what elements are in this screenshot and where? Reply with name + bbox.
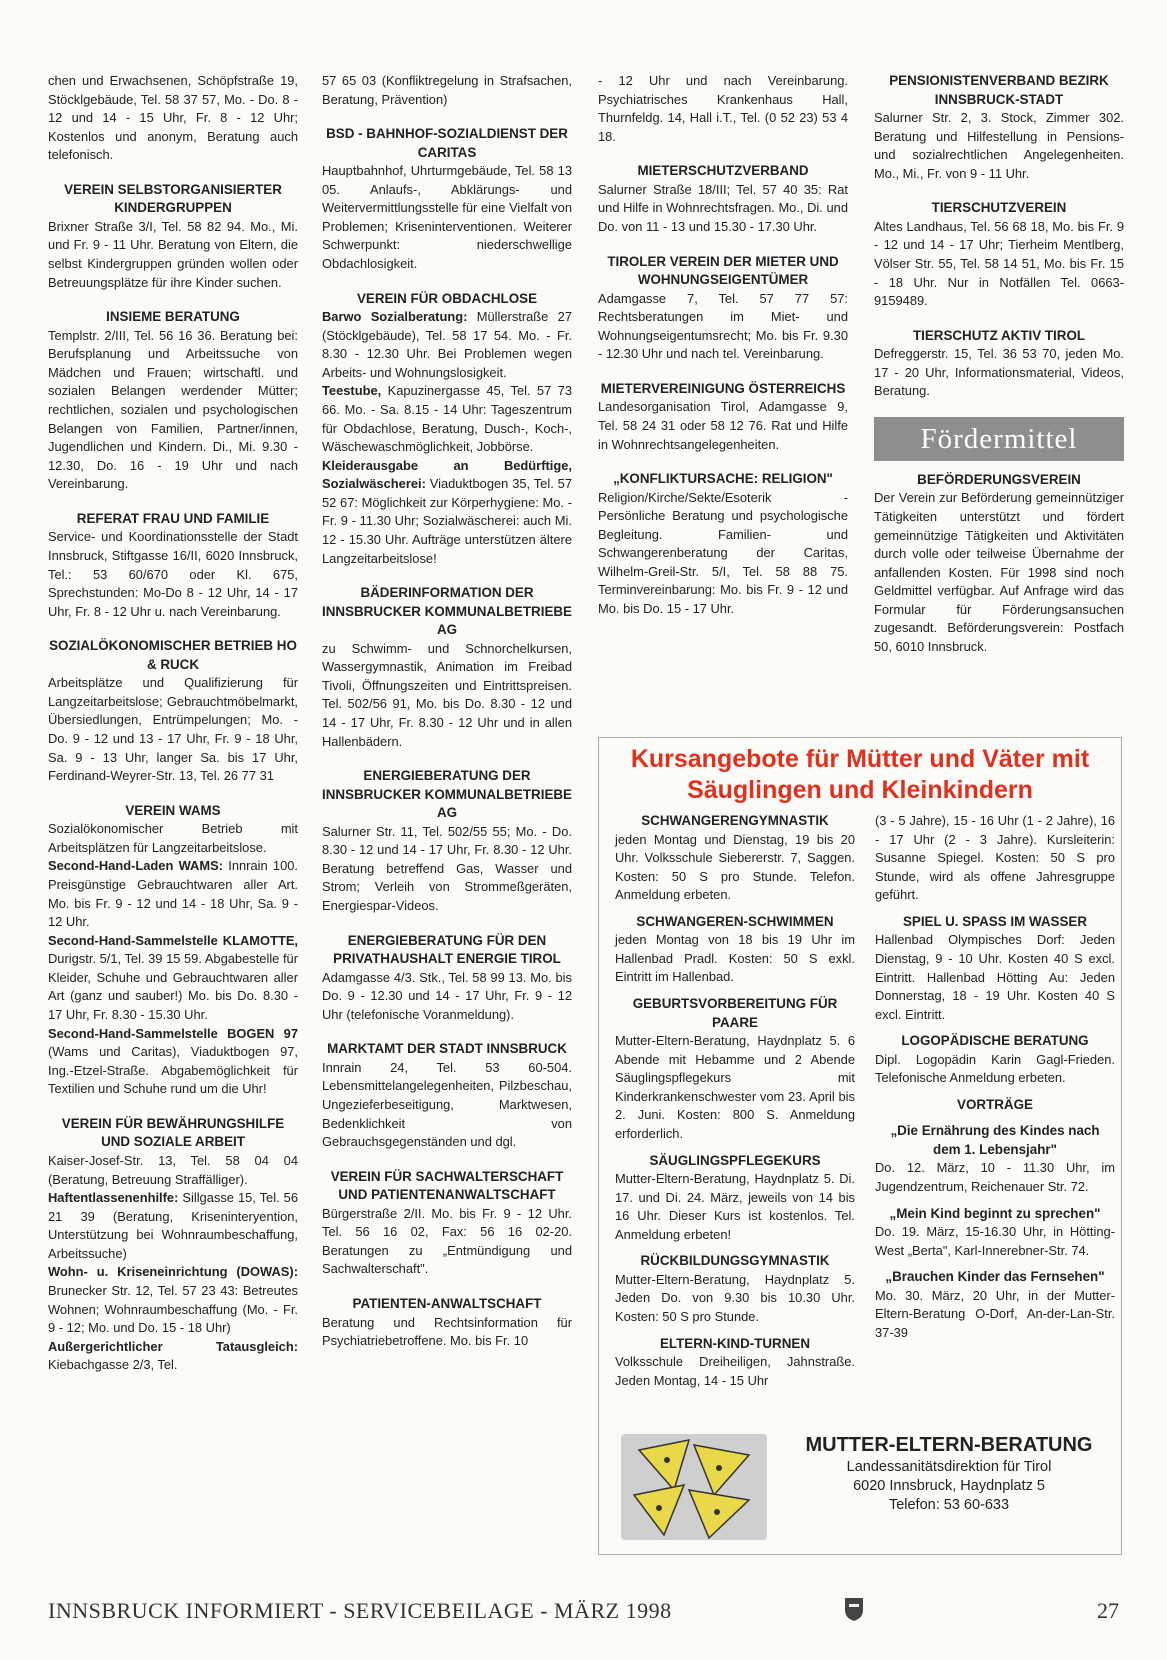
- subsection-text: Viaduktbogen 35, Tel. 57 52 67: Möglichkeit zur Körperhygiene: Mo. - Fr. 9 - 11.30 Uhr; Sozialwäscherei: auch Mi. 12 - 15.30 Uhr. Aufträge unterstützen ältere Langzeitarbeitslose!: [322, 476, 572, 566]
- entry-subsection: [322, 382, 572, 456]
- entry-heading: SOZIALÖKONOMISCHER BETRIEB HO & RUCK: [49, 638, 297, 672]
- entry-text: Der Verein zur Beförderung gemeinnütziger Tätigkeiten unterstützt und fördert gemeinnützige Tätigkeiten und Aktivitäten durch volle oder teilweise Übernahme der anfallenden Kosten. Für 1998 sind noch Geldmittel verfügbar. Auf Anfrage wird das Formular für Förderungsansuchen zugesandt. Beförderungsverein: Postfach 50, 6010 Innsbruck.: [874, 490, 1124, 655]
- entry-heading: VEREIN FÜR OBDACHLOSE: [356, 290, 538, 306]
- entry-text: Beratung und Rechtsinformation für Psychiatriebetroffene. Mo. bis Fr. 10: [322, 1314, 572, 1349]
- entry-text: Salurner Str. 11, Tel. 502/55 55; Mo. - Do. 8.30 - 12 und 14 - 17 Uhr, Fr. 8.30 - 12 Uhr. Beratung betreffend Gas, Wasser und Strom; Verleih von Strommeßgeräten, Energiespar-Videos.: [322, 823, 572, 913]
- entry-text: Religion/Kirche/Sekte/Esoterik - Persönliche Beratung und psychologische Begleitung. Familien- und Schwangerenberatung der Caritas, Wilhelm-Greil-Str. 5/I, Tel. 58 88 75. Terminvereinbarung: Mo. bis Fr. 9 - 12 und Mo. bis Do. 15 - 17 Uhr.: [598, 489, 848, 617]
- entry: [598, 470, 848, 619]
- entry-heading: ELTERN-KIND-TURNEN: [659, 1335, 810, 1351]
- entry-heading: „KONFLIKTURSACHE: RELIGION": [613, 471, 833, 487]
- entry: [598, 253, 848, 364]
- entry-heading: MIETERVEREINIGUNG ÖSTERREICHS: [600, 380, 846, 396]
- entry-text: Dipl. Logopädin Karin Gagl-Frieden. Telefonische Anmeldung erbeten.: [875, 1051, 1115, 1086]
- entry-text: Mo. 30. März, 20 Uhr, in der Mutter-Eltern-Beratung O-Dorf, An-der-Lan-Str. 37-39: [875, 1287, 1115, 1340]
- entry: [48, 802, 298, 1099]
- subsection-text: Brunecker Str. 12, Tel. 57 23 43: Betreutes Wohnen; Wohnraumbeschaffung (Mo. - Fr. 9 - 12; Mo. und Do. 15 - 18 Uhr): [48, 1282, 298, 1336]
- entry: [875, 1096, 1115, 1115]
- entry-text: Altes Landhaus, Tel. 56 68 18, Mo. bis Fr. 9 - 12 und 14 - 17 Uhr; Tierheim Mentlberg, Völser Str. 55, Tel. 58 14 51, Mo. bis Fr. 15 - 18 Uhr. Nur in Notfällen Tel. 0663-9159489.: [874, 218, 1124, 309]
- entry: [615, 1252, 855, 1326]
- column-3: [598, 72, 848, 635]
- entry-text: chen und Erwachsenen, Schöpfstraße 19, Stöcklgebäude, Tel. 58 37 57, Mo. - Do. 8 - 12 und 14 - 15 Uhr, Fr. 8 - 12 Uhr; Kostenlos und anonym, Beratung auch telefonisch.: [48, 73, 298, 163]
- entry-heading: VEREIN WAMS: [125, 802, 221, 818]
- entry-heading: SPIEL U. SPASS IM WASSER: [902, 913, 1088, 929]
- entry-text: jeden Montag von 18 bis 19 Uhr im Hallenbad Pradl. Kosten: 50 S exkl. Eintritt im Hallenbad.: [615, 932, 855, 985]
- entry: [48, 637, 298, 785]
- entry-heading: REFERAT FRAU UND FAMILIE: [76, 510, 270, 526]
- column-2: [322, 72, 572, 1367]
- entry: [615, 812, 855, 905]
- subsection-text: (Wams und Caritas), Viaduktbogen 97, Ing.-Etzel-Straße. Abgabemöglichkeit für Textilien und Schuhe rund um die Uhr!: [48, 1044, 298, 1097]
- page-number: 27: [1097, 1598, 1119, 1623]
- subsection-title: Teestube,: [322, 383, 382, 399]
- entry: [875, 812, 1115, 905]
- entry-text: Landesorganisation Tirol, Adamgasse 9, Tel. 58 24 31 oder 58 12 76. Rat und Hilfe in Wohnrechtsangelegenheiten.: [598, 399, 848, 452]
- entry: [322, 1295, 572, 1351]
- city-crest-icon: [843, 1596, 865, 1622]
- column-1: [48, 72, 298, 1391]
- column-4: [874, 72, 1124, 673]
- entry: [322, 584, 572, 751]
- entry-subsection: [48, 1338, 298, 1375]
- entry: [874, 72, 1124, 183]
- subsection-title: Second-Hand-Sammelstelle KLAMOTTE,: [48, 932, 298, 948]
- entry-text: Salurner Str. 2, 3. Stock, Zimmer 302. Beratung und Hilfestellung in Pensions- und sozialrechtlichen Angelegenheiten. Mo., Mi., Fr. von 9 - 11 Uhr.: [874, 110, 1124, 181]
- entry-heading: SCHWANGEREN-SCHWIMMEN: [636, 913, 834, 929]
- entry-heading: BSD - BAHNHOF-SOZIALDIENST DER CARITAS: [326, 126, 568, 160]
- subsection-text: Kiebachgasse 2/3, Tel.: [48, 1357, 178, 1373]
- entry-subsection: [322, 308, 572, 382]
- entry-heading: PENSIONISTENVERBAND BEZIRK INNSBRUCK-STADT: [889, 73, 1109, 107]
- entry: [874, 327, 1124, 401]
- entry: [322, 767, 572, 915]
- entry: [875, 1268, 1115, 1342]
- entry-text: Kaiser-Josef-Str. 13, Tel. 58 04 04 (Beratung, Betreuung Straffälliger).: [48, 1152, 298, 1187]
- subsection-title: Barwo Sozialberatung:: [322, 309, 468, 325]
- entry-heading: TIERSCHUTZ AKTIV TIROL: [912, 327, 1086, 343]
- entry-heading: SCHWANGERENGYMNASTIK: [641, 813, 829, 828]
- entry: [875, 1205, 1115, 1261]
- subsection-text: Sillgasse 15, Tel. 56 21 39 (Beratung, Kriseninteryention, Unterstützung bei Wohnraumbeschaffung, Arbeitssuche): [48, 1190, 298, 1261]
- column-4-bottom: [874, 471, 1124, 657]
- subsection-text: Durigstr. 5/1, Tel. 39 15 59. Abgabestelle für Kleider, Schuhe und Gebrauchtwaren aller Art (ganz und sauber!) Mo. bis Do. 8.30 - 17 Uhr, Fr. 8.30 - 15.30 Uhr.: [48, 951, 298, 1023]
- entry-text: Sozialökonomischer Betrieb mit Arbeitsplätzen für Langzeitarbeitslose.: [48, 821, 298, 855]
- entry: [322, 125, 572, 273]
- entry-heading: PATIENTEN-ANWALTSCHAFT: [352, 1296, 542, 1312]
- entry-heading: BÄDERINFORMATION DER INNSBRUCKER KOMMUNALBETRIEBE AG: [322, 585, 572, 638]
- course-column-right: [875, 812, 1115, 1350]
- entry-text: (3 - 5 Jahre), 15 - 16 Uhr (1 - 2 Jahre), 16 - 17 Uhr (2 - 3 Jahre). Kursleiterin: Susanne Spiegel. Kosten: 50 S pro Stunde, wird als offene Jahresgruppe geführt.: [875, 813, 1115, 903]
- entry-heading: „Die Ernährung des Kindes nach dem 1. Lebensjahr": [890, 1123, 1100, 1157]
- entry-heading: „Brauchen Kinder das Fernsehen": [885, 1269, 1105, 1285]
- course-box-title: Kursangebote für Mütter und Väter mit Säuglingen und Kleinkindern: [630, 745, 1090, 804]
- meb-line1: Landessanitätsdirektion für Tirol: [846, 1459, 1052, 1475]
- entry-heading: VEREIN FÜR SACHWALTERSCHAFT UND PATIENTENANWALTSCHAFT: [330, 1168, 564, 1203]
- entry-text: Bürgerstraße 2/II. Mo. bis Fr. 9 - 12 Uhr. Tel. 56 16 02, Fax: 56 16 02-20. Beratungen zu „Entmündigung und Sachwalterschaft".: [322, 1205, 572, 1277]
- meb-line3: Telefon: 53 60-633: [888, 1496, 1010, 1513]
- course-box: [598, 737, 1122, 1555]
- entry-text: Defreggerstr. 15, Tel. 36 53 70, jeden Mo. 17 - 20 Uhr, Informationsmaterial, Videos, Beratung.: [874, 346, 1124, 399]
- meb-title: MUTTER-ELTERN-BERATUNG: [805, 1434, 1093, 1456]
- entry: [875, 1122, 1115, 1196]
- entry: [615, 1335, 855, 1391]
- entry-text: zu Schwimm- und Schnorchelkursen, Wassergymnastik, Animation im Freibad Tivoli, Öffnungszeiten und Eintrittspreisen. Tel. 502/56 91, Mo. bis Do. 8.30 - 12 und 14 - 17 Uhr, Fr. 8.30 - 12 Uhr und in allen Hallenbädern.: [322, 640, 572, 749]
- entry-subsection: [48, 1189, 298, 1263]
- entry-heading: VEREIN FÜR BEWÄHRUNGSHILFE UND SOZIALE ARBEIT: [61, 1115, 285, 1150]
- entry-text: Templstr. 2/III, Tel. 56 16 36. Beratung bei: Berufsplanung und Arbeitssuche von Mädchen und Frauen; wirtschaftl. und sozialen Belangen werdender Mütter; rechtlichen, sozialen und psychologischen Belangen von Familien, Partner/innen, Jugendlichen und Kindern. Di., Mi. 9.30 - 12.30, Do. 16 - 19 Uhr und nach Vereinbarung.: [48, 327, 298, 492]
- entry-heading: MIETERSCHUTZVERBAND: [637, 163, 809, 179]
- entry: [48, 181, 298, 292]
- entry-text: Mutter-Eltern-Beratung, Haydnplatz 5. Jeden Do. von 9.30 bis 10.30 Uhr. Kosten: 50 S pro Stunde.: [615, 1271, 855, 1324]
- entry-heading: ENERGIEBERATUNG FÜR DEN PRIVATHAUSHALT ENERGIE TIROL: [333, 932, 561, 967]
- entry-text: Mutter-Eltern-Beratung, Haydnplatz 5. Di. 17. und Di. 24. März, jeweils von 14 bis 16 Uhr. Dieser Kurs ist kostenlos. Tel. Anmeldung erbeten!: [615, 1171, 855, 1242]
- entry: [322, 1040, 572, 1151]
- entry-heading: GEBURTSVORBEREITUNG FÜR PAARE: [632, 996, 838, 1030]
- subsection-text: Kapuzinergasse 45, Tel. 57 73 66. Mo. - Sa. 8.15 - 14 Uhr: Tageszentrum für Obdachlose, Beratung, Dusch-, Koch-, Wäschewaschmöglichkeit, Jobbörse.: [322, 383, 572, 455]
- subsection-text: Müllerstraße 27 (Stöcklgebäude), Tel. 58 17 54. Mo. - Fr. 8.30 - 12.30 Uhr. Bei Problemen wegen Arbeits- und Wohnungslosigkeit.: [322, 309, 572, 380]
- entry-subsection: [48, 857, 298, 931]
- entry-heading: INSIEME BERATUNG: [106, 309, 240, 325]
- entry-heading: LOGOPÄDISCHE BERATUNG: [901, 1033, 1089, 1049]
- entry: [598, 162, 848, 236]
- entry-subsection: [48, 932, 298, 1025]
- entry-text: Do. 19. März, 15-16.30 Uhr, in Hötting-West „Berta", Karl-Innerebner-Str. 74.: [875, 1224, 1115, 1258]
- entry: [615, 995, 855, 1143]
- entry-text: Hallenbad Olympisches Dorf: Jeden Dienstag, 9 - 10 Uhr. Kosten 40 S excl. Eintritt. Hallenbad Hötting Au: Jeden Donnerstag, 18 - 19 Uhr. Kosten 40 S excl. Eintritt.: [875, 932, 1115, 1022]
- course-column-left: [615, 812, 855, 1398]
- entry-heading: MARKTAMT DER STADT INNSBRUCK: [327, 1041, 567, 1057]
- entry-text: Adamgasse 4/3. Stk., Tel. 58 99 13. Mo. bis Do. 9 - 12.30 und 14 - 17 Uhr, Fr. 9 - 12 Uhr (telefonische Voranmeldung).: [322, 969, 572, 1022]
- entry: [615, 913, 855, 987]
- entry-text: Service- und Koordinationsstelle der Stadt Innsbruck, Stiftgasse 16/II, 6020 Innsbruck, Tel.: 53 60/670 oder Kl. 675, Sprechstunden: Mo-Do 8 - 12 Uhr, 14 - 17 Uhr, Fr. 8 - 12 Uhr u. nach Vereinbarung.: [48, 529, 298, 619]
- entry: [322, 72, 572, 109]
- subsection-title: Kleiderausgabe an Bedürftige, Sozialwäscherei:: [322, 457, 572, 492]
- page-footer: INNSBRUCK INFORMIERT - SERVICEBEILAGE - MÄRZ 1998: [48, 1598, 672, 1623]
- mutter-eltern-logo-icon: [619, 1430, 769, 1545]
- entry: [322, 932, 572, 1025]
- entry: [48, 308, 298, 494]
- entry: [874, 199, 1124, 310]
- subsection-title: Außergerichtlicher Tatausgleich:: [48, 1338, 298, 1354]
- entry-text: Innrain 24, Tel. 53 60-504. Lebensmittelangelegenheiten, Pilzbeschau, Ungezieferbeseitigung, Marktwesen, Bedenklichkeit von Gebrauchsgegenständen und dgl.: [322, 1059, 572, 1150]
- entry-text: Hauptbahnhof, Uhrturmgebäude, Tel. 58 13 05. Anlaufs-, Abklärungs- und Weitervermittlungsstelle für eine Vielfalt von Problemen; Kriseninterventionen. Weiterer Schwerpunkt: niederschwellige Obdachlosigkeit.: [322, 163, 572, 272]
- entry-heading: BEFÖRDERUNGSVEREIN: [917, 471, 1081, 487]
- entry-heading: TIERSCHUTZVEREIN: [931, 200, 1067, 216]
- entry: [875, 913, 1115, 1024]
- subsection-title: Second-Hand-Sammelstelle BOGEN 97: [48, 1025, 298, 1041]
- entry-text: Mutter-Eltern-Beratung, Haydnplatz 5. 6 Abende mit Hebamme und 2 Abende Säuglingspflegekurs mit Kinderkrankenschwester vom 23. April bis 2. Juni. Kosten: 800 S. Anmeldung erforderlich.: [615, 1033, 855, 1141]
- entry-text: - 12 Uhr und nach Vereinbarung. Psychiatrisches Krankenhaus Hall, Thurnfeldg. 14, Hall i.T., Tel. (0 52 23) 53 4 18.: [598, 73, 848, 144]
- entry-text: jeden Montag und Dienstag, 19 bis 20 Uhr. Volksschule Siebererstr. 7, Saggen. Kosten: 50 S pro Stunde. Telefon. Anmeldung erbeten.: [615, 831, 855, 903]
- entry: [598, 72, 848, 146]
- entry-subsection: [322, 457, 572, 568]
- entry: [874, 471, 1124, 657]
- entry-heading: „Mein Kind beginnt zu sprechen": [889, 1205, 1101, 1221]
- entry-text: Volksschule Dreiheiligen, Jahnstraße. Jeden Montag, 14 - 15 Uhr: [615, 1354, 855, 1388]
- meb-line2: 6020 Innsbruck, Haydnplatz 5: [853, 1477, 1045, 1494]
- mutter-eltern-beratung-address: [789, 1432, 1109, 1515]
- entry: [48, 510, 298, 621]
- entry-heading: VORTRÄGE: [957, 1096, 1033, 1112]
- subsection-title: Haftentlassenenhilfe:: [48, 1190, 179, 1206]
- entry: [598, 380, 848, 454]
- entry-text: Adamgasse 7, Tel. 57 77 57: Rechtsberatungen im Miet- und Wohnungseigentumsrecht; Mo. bis Fr. 9.30 - 12.30 Uhr und nach tel. Vereinbarung.: [598, 290, 848, 362]
- entry: [322, 1168, 572, 1279]
- entry-subsection: [48, 1263, 298, 1337]
- entry: [615, 1152, 855, 1245]
- entry-heading: VEREIN SELBSTORGANISIERTER KINDERGRUPPEN: [64, 181, 282, 216]
- entry: [48, 72, 298, 165]
- entry-text: Do. 12. März, 10 - 11.30 Uhr, im Jugendzentrum, Reichenauer Str. 72.: [875, 1160, 1115, 1195]
- entry-heading: TIROLER VEREIN DER MIETER UND WOHNUNGSEIGENTÜMER: [607, 253, 839, 288]
- entry: [48, 1115, 298, 1375]
- subsection-title: Wohn- u. Kriseneinrichtung (DOWAS):: [48, 1264, 298, 1280]
- entry: [875, 1032, 1115, 1088]
- entry-text: Brixner Straße 3/I, Tel. 58 82 94. Mo., Mi. und Fr. 9 - 11 Uhr. Beratung von Eltern, die selbst Kindergruppen gründen wollen oder Betreuungsplätze für ihre Kinder suchen.: [48, 218, 298, 290]
- foerdermittel-banner: Fördermittel: [874, 417, 1124, 461]
- entry-heading: SÄUGLINGSPFLEGEKURS: [649, 1152, 821, 1168]
- subsection-text: Innrain 100. Preisgünstige Gebrauchtwaren aller Art. Mo. bis Fr. 9 - 12 und 14 - 18 Uhr, Sa. 9 - 12 Uhr.: [48, 858, 298, 930]
- entry-text: Salurner Straße 18/III; Tel. 57 40 35: Rat und Hilfe in Wohnrechtsfragen. Mo., Di. und Do. von 11 - 13 und 15.30 - 17.30 Uhr.: [598, 181, 848, 234]
- entry-text: Arbeitsplätze und Qualifizierung für Langzeitarbeitslose; Gebrauchtmöbelmarkt, Übersiedlungen, Entrümpelungen; Mo. - Do. 9 - 12 und 13 - 17 Uhr, Fr. 9 - 18 Uhr, Sa. 9 - 13 Uhr, langer Sa. bis 17 Uhr, Ferdinand-Weyrer-Str. 13, Tel. 26 77 31: [48, 675, 298, 784]
- entry-heading: RÜCKBILDUNGSGYMNASTIK: [640, 1253, 830, 1269]
- entry: [322, 290, 572, 569]
- entry-subsection: [48, 1025, 298, 1099]
- subsection-title: Second-Hand-Laden WAMS:: [48, 858, 223, 874]
- entry-text: 57 65 03 (Konfliktregelung in Strafsachen, Beratung, Prävention): [322, 73, 572, 107]
- column-4-top: [874, 72, 1124, 401]
- entry-heading: ENERGIEBERATUNG DER INNSBRUCKER KOMMUNALBETRIEBE AG: [322, 768, 572, 821]
